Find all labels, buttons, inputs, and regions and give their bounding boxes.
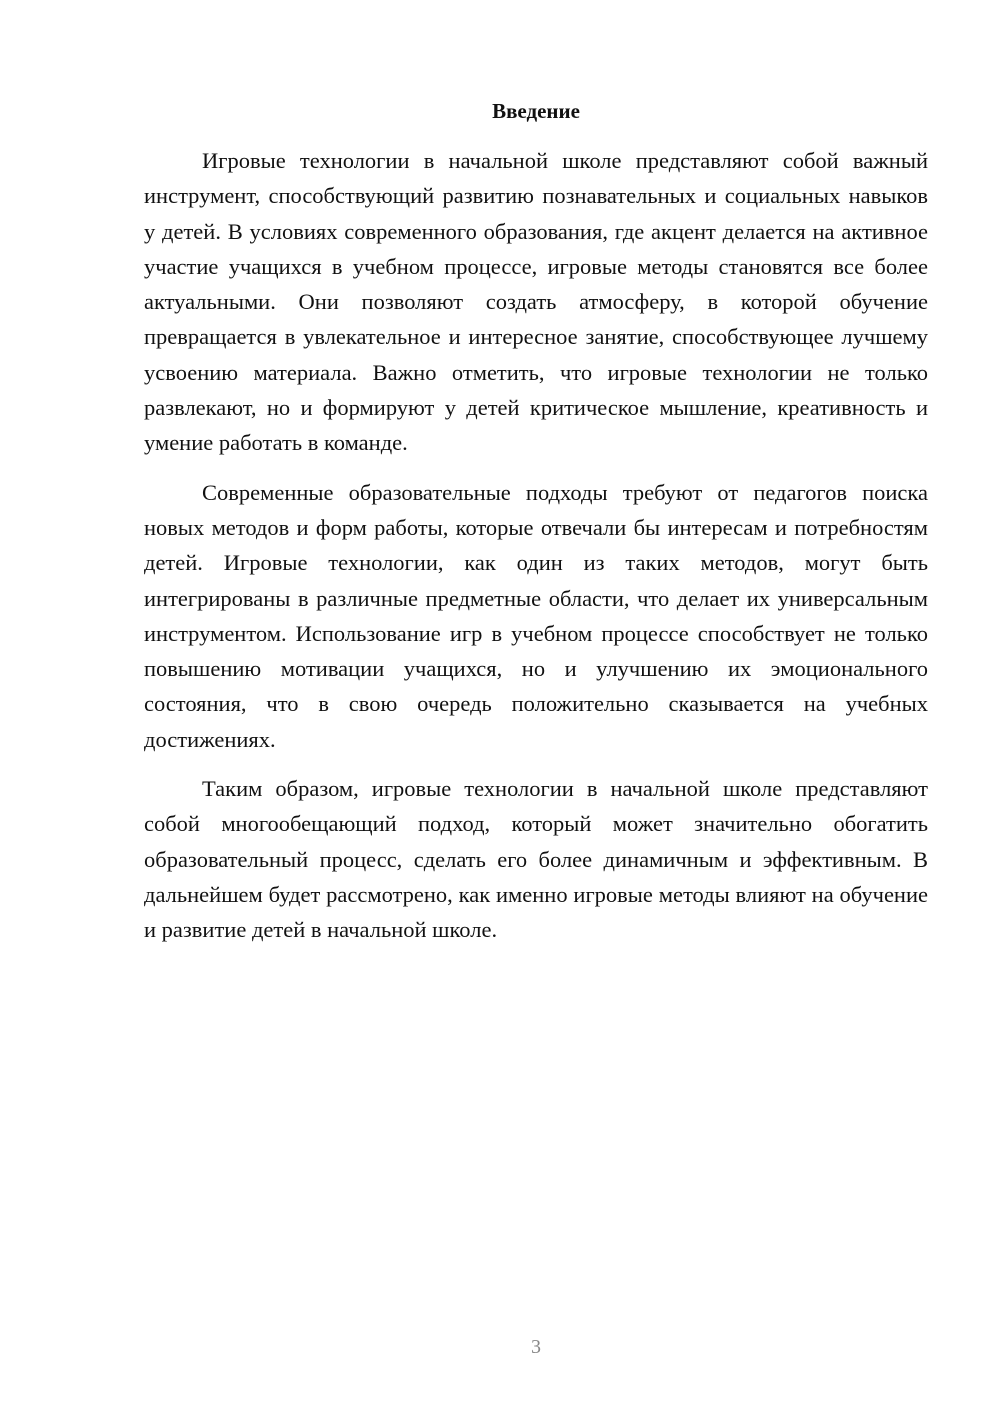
page-heading: Введение [492, 99, 580, 123]
page-number: 3 [531, 1336, 541, 1358]
paragraph-3: Таким образом, игровые технологии в начальной школе представляют собой многообещающий подход, который может значительно обогатить образовательный процесс, сделать его более динамичным и эффективным. В дальнейшем будет рассмотрено, как именно игровые методы влияют на обучение и развитие детей в начальной школе. [144, 776, 928, 943]
body-text [144, 143, 928, 948]
paragraph-2: Современные образовательные подходы требуют от педагогов поиска новых методов и форм работы, которые отвечали бы интересам и потребностям детей. Игровые технологии, как один из таких методов, могут быть интегрированы в различные предметные области, что делает их универсальным инструментом. Использование игр в учебном процессе способствует не только повышению мотивации учащихся, но и улучшению их эмоционального состояния, что в свою очередь положительно сказывается на учебных достижениях. [144, 479, 928, 752]
paragraph-1: Игровые технологии в начальной школе представляют собой важный инструмент, способствующий развитию познавательных и социальных навыков у детей. В условиях современного образования, где акцент делается на активное участие учащихся в учебном процессе, игровые методы становятся все более актуальными. Они позволяют создать атмосферу, в которой обучение превращается в увлекательное и интересное занятие, способствующее лучшему усвоению материала. Важно отметить, что игровые технологии не только развлекают, но и формируют у детей критическое мышление, креативность и умение работать в команде. [144, 148, 928, 456]
